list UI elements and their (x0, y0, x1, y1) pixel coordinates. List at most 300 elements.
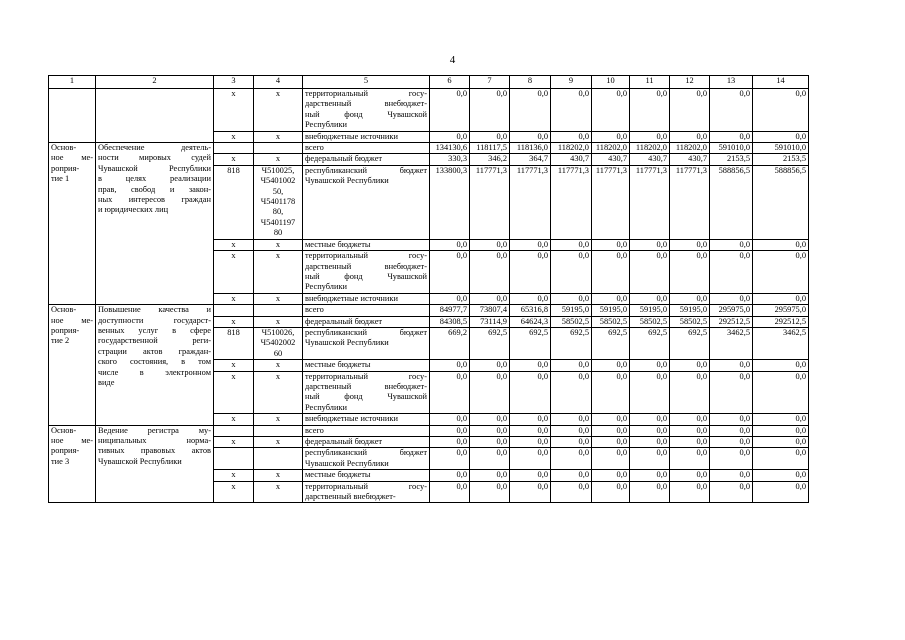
value-cell: 0,0 (630, 360, 670, 371)
text-line: ное ме- (51, 153, 93, 163)
funding-source-cell (303, 371, 430, 414)
text-line: Чувашской Республики (98, 163, 211, 173)
value-cell: 0,0 (753, 251, 809, 294)
column-number: 12 (670, 76, 710, 89)
funding-source-cell (303, 425, 430, 436)
column-number: 8 (510, 76, 551, 89)
text-line: дарственный внебюджет- (305, 381, 427, 391)
value-cell: 0,0 (510, 470, 551, 481)
value-cell: 0,0 (670, 131, 710, 142)
value-cell: 0,0 (592, 293, 630, 304)
text-line: Повышение качества и (98, 305, 211, 315)
budget-code-cell (254, 448, 303, 470)
budget-code-cell: х (254, 293, 303, 304)
value-cell: 117771,3 (670, 165, 710, 239)
value-cell: 0,0 (710, 481, 753, 503)
funding-source-cell (303, 154, 430, 165)
value-cell: 0,0 (510, 251, 551, 294)
admin-code-cell: х (214, 131, 254, 142)
value-cell: 2153,5 (710, 154, 753, 165)
value-cell: 0,0 (551, 89, 592, 132)
value-cell: 0,0 (510, 414, 551, 425)
budget-code-cell (254, 305, 303, 316)
value-cell: 133800,3 (430, 165, 470, 239)
text-line: Ч510025, (261, 165, 295, 175)
value-cell: 117771,3 (470, 165, 510, 239)
funding-source-cell (303, 470, 430, 481)
table-row (49, 305, 809, 316)
value-cell: 0,0 (753, 425, 809, 436)
text-line: Республики (305, 402, 348, 412)
value-cell: 58502,5 (592, 316, 630, 327)
value-cell: 0,0 (430, 371, 470, 414)
text-line: 50, (272, 186, 284, 196)
text-line: Ч5401197 (260, 217, 296, 227)
value-cell: 118202,0 (670, 143, 710, 154)
column-number: 5 (303, 76, 430, 89)
funding-source-cell (303, 360, 430, 371)
text-line: ского состояния, в том (98, 357, 211, 367)
value-cell: 0,0 (710, 437, 753, 448)
value-cell: 0,0 (470, 239, 510, 250)
funding-source-cell (303, 305, 430, 316)
text-line: государственной реги- (98, 336, 211, 346)
funding-source-cell (303, 165, 430, 239)
value-cell: 0,0 (670, 360, 710, 371)
value-cell: 0,0 (470, 425, 510, 436)
value-cell: 0,0 (630, 470, 670, 481)
value-cell: 0,0 (753, 481, 809, 503)
text-line: ниципальных норма- (98, 436, 211, 445)
value-cell: 692,5 (470, 327, 510, 359)
text-line: ный фонд Чувашской (305, 271, 427, 281)
value-cell: 0,0 (670, 414, 710, 425)
value-cell: 0,0 (551, 251, 592, 294)
value-cell: 0,0 (753, 360, 809, 371)
value-cell: 0,0 (753, 414, 809, 425)
text-line: ное ме- (51, 315, 93, 325)
value-cell: 0,0 (510, 371, 551, 414)
value-cell: 59195,0 (551, 305, 592, 316)
text-line: Чувашской Республики (305, 176, 389, 186)
value-cell: 0,0 (630, 251, 670, 294)
value-cell: 0,0 (630, 89, 670, 132)
text-line: территориальный госу- (305, 481, 427, 491)
value-cell: 118136,0 (510, 143, 551, 154)
text-line: страции актов граждан- (98, 346, 211, 356)
value-cell: 0,0 (430, 437, 470, 448)
value-cell: 0,0 (470, 481, 510, 503)
budget-code-cell: х (254, 481, 303, 503)
budget-code-cell (254, 327, 303, 359)
value-cell: 0,0 (710, 89, 753, 132)
value-cell: 2153,5 (753, 154, 809, 165)
measure-description-cell (96, 89, 214, 143)
value-cell: 430,7 (551, 154, 592, 165)
value-cell: 0,0 (430, 239, 470, 250)
budget-code-cell: х (254, 154, 303, 165)
value-cell: 0,0 (710, 470, 753, 481)
column-number: 9 (551, 76, 592, 89)
value-cell: 0,0 (470, 131, 510, 142)
value-cell: 0,0 (592, 371, 630, 414)
value-cell: 430,7 (592, 154, 630, 165)
value-cell: 692,5 (670, 327, 710, 359)
admin-code-cell: х (214, 89, 254, 132)
page-number: 4 (449, 54, 456, 66)
value-cell: 0,0 (430, 251, 470, 294)
admin-code-cell: х (214, 470, 254, 481)
text-line: территориальный госу- (305, 251, 427, 261)
budget-code-cell: х (254, 316, 303, 327)
budget-code-cell: х (254, 89, 303, 132)
text-line: Чувашской Республики (305, 458, 389, 468)
header-row (49, 76, 809, 89)
value-cell: 84977,7 (430, 305, 470, 316)
text-line: Республики (305, 120, 348, 130)
admin-code-cell: 818 (214, 327, 254, 359)
value-cell: 73114,9 (470, 316, 510, 327)
value-cell: 0,0 (592, 251, 630, 294)
column-number: 14 (753, 76, 809, 89)
text-line: территориальный госу- (305, 89, 427, 98)
value-cell: 0,0 (710, 293, 753, 304)
value-cell: 0,0 (592, 239, 630, 250)
value-cell: 0,0 (592, 425, 630, 436)
value-cell: 0,0 (670, 371, 710, 414)
measure-name-cell (49, 143, 96, 305)
value-cell: 59195,0 (670, 305, 710, 316)
text-line: местные бюджеты (305, 239, 371, 249)
value-cell: 0,0 (670, 239, 710, 250)
value-cell: 0,0 (670, 470, 710, 481)
text-line: Обеспечение деятель- (98, 143, 211, 153)
admin-code-cell: х (214, 293, 254, 304)
value-cell: 0,0 (592, 360, 630, 371)
budget-code-cell (254, 143, 303, 154)
value-cell: 0,0 (510, 360, 551, 371)
text-line: 80, (272, 207, 284, 217)
value-cell: 0,0 (470, 448, 510, 470)
value-cell: 0,0 (470, 293, 510, 304)
text-line: дарственный внебюджет- (305, 99, 427, 109)
text-line: республиканский бюджет (305, 327, 427, 337)
value-cell: 588856,5 (710, 165, 753, 239)
value-cell: 692,5 (592, 327, 630, 359)
value-cell: 0,0 (510, 481, 551, 503)
text-line: венных услуг в сфере (98, 325, 211, 335)
value-cell: 0,0 (551, 448, 592, 470)
measure-description-cell (96, 143, 214, 305)
funding-source-cell (303, 143, 430, 154)
value-cell: 669,2 (430, 327, 470, 359)
text-line: тие 3 (51, 456, 70, 466)
value-cell: 0,0 (670, 251, 710, 294)
value-cell: 0,0 (630, 371, 670, 414)
value-cell: 0,0 (551, 293, 592, 304)
admin-code-cell (214, 143, 254, 154)
text-line: тивных правовых актов (98, 446, 211, 456)
value-cell: 0,0 (630, 131, 670, 142)
funding-source-cell (303, 293, 430, 304)
admin-code-cell: х (214, 437, 254, 448)
budget-code-cell (254, 165, 303, 239)
value-cell: 0,0 (430, 293, 470, 304)
value-cell: 0,0 (592, 481, 630, 503)
table-row (49, 143, 809, 154)
value-cell: 0,0 (630, 437, 670, 448)
value-cell: 0,0 (551, 481, 592, 503)
value-cell: 0,0 (510, 131, 551, 142)
value-cell: 692,5 (510, 327, 551, 359)
value-cell: 0,0 (470, 470, 510, 481)
text-line: Чувашской Республики (305, 338, 389, 348)
value-cell: 59195,0 (630, 305, 670, 316)
value-cell: 64624,3 (510, 316, 551, 327)
value-cell: 0,0 (710, 131, 753, 142)
value-cell: 0,0 (430, 360, 470, 371)
column-number: 6 (430, 76, 470, 89)
table-row (49, 425, 809, 436)
column-number: 3 (214, 76, 254, 89)
value-cell: 0,0 (430, 448, 470, 470)
value-cell: 59195,0 (592, 305, 630, 316)
value-cell: 0,0 (470, 414, 510, 425)
value-cell: 0,0 (630, 481, 670, 503)
value-cell: 0,0 (510, 437, 551, 448)
value-cell: 0,0 (592, 89, 630, 132)
value-cell: 117771,3 (551, 165, 592, 239)
measure-name-cell (49, 89, 96, 143)
value-cell: 84308,5 (430, 316, 470, 327)
budget-code-cell: х (254, 131, 303, 142)
value-cell: 692,5 (630, 327, 670, 359)
value-cell: 0,0 (510, 89, 551, 132)
value-cell: 0,0 (592, 414, 630, 425)
text-line: дарственный внебюджет- (305, 492, 396, 502)
text-line: федеральный бюджет (305, 154, 383, 164)
value-cell: 295975,0 (710, 305, 753, 316)
column-number: 10 (592, 76, 630, 89)
text-line: тие 2 (51, 336, 70, 346)
value-cell: 0,0 (710, 448, 753, 470)
text-line: Ведение регистра му- (98, 425, 211, 435)
admin-code-cell: 818 (214, 165, 254, 239)
value-cell: 0,0 (753, 293, 809, 304)
admin-code-cell: х (214, 239, 254, 250)
text-line: республиканский бюджет (305, 448, 427, 458)
value-cell: 591010,0 (753, 143, 809, 154)
funding-source-cell (303, 131, 430, 142)
funding-source-cell (303, 239, 430, 250)
value-cell: 118202,0 (592, 143, 630, 154)
value-cell: 0,0 (670, 437, 710, 448)
value-cell: 0,0 (753, 437, 809, 448)
value-cell: 591010,0 (710, 143, 753, 154)
value-cell: 346,2 (470, 154, 510, 165)
text-line: Ч5401002 (260, 176, 296, 186)
admin-code-cell: х (214, 481, 254, 503)
value-cell: 117771,3 (592, 165, 630, 239)
admin-code-cell: х (214, 360, 254, 371)
admin-code-cell: х (214, 371, 254, 414)
value-cell: 134130,6 (430, 143, 470, 154)
value-cell: 0,0 (592, 470, 630, 481)
value-cell: 3462,5 (710, 327, 753, 359)
text-line: и юридических лиц (98, 205, 169, 215)
text-line: ности мировых судей (98, 153, 211, 163)
value-cell: 0,0 (510, 293, 551, 304)
text-line: республиканский бюджет (305, 165, 427, 175)
budget-code-cell: х (254, 437, 303, 448)
value-cell: 0,0 (470, 360, 510, 371)
admin-code-cell: х (214, 154, 254, 165)
value-cell: 0,0 (551, 437, 592, 448)
value-cell: 0,0 (430, 131, 470, 142)
text-line: внебюджетные источники (305, 293, 398, 303)
text-line: виде (98, 377, 115, 387)
measure-description-cell (96, 305, 214, 425)
value-cell: 58502,5 (630, 316, 670, 327)
text-line: роприя- (51, 325, 80, 335)
funding-source-cell (303, 251, 430, 294)
value-cell: 330,3 (430, 154, 470, 165)
value-cell: 0,0 (710, 414, 753, 425)
value-cell: 0,0 (710, 360, 753, 371)
text-line: Ч510026, (261, 327, 295, 337)
text-line: федеральный бюджет (305, 437, 383, 446)
text-line: прав, свобод и закон- (98, 184, 211, 194)
value-cell: 0,0 (670, 293, 710, 304)
text-line: ный фонд Чувашской (305, 109, 427, 119)
value-cell: 0,0 (430, 414, 470, 425)
value-cell: 0,0 (551, 414, 592, 425)
budget-code-cell: х (254, 239, 303, 250)
column-number: 2 (96, 76, 214, 89)
value-cell: 0,0 (753, 131, 809, 142)
measure-description-cell (96, 425, 214, 503)
text-line: роприя- (51, 163, 80, 173)
value-cell: 0,0 (670, 89, 710, 132)
value-cell: 0,0 (551, 470, 592, 481)
column-number: 7 (470, 76, 510, 89)
text-line: Республики (305, 282, 348, 292)
text-line: всего (305, 143, 324, 153)
text-line: всего (305, 425, 324, 435)
text-line: внебюджетные источники (305, 131, 398, 141)
admin-code-cell (214, 305, 254, 316)
value-cell: 430,7 (670, 154, 710, 165)
value-cell: 0,0 (551, 131, 592, 142)
text-line: ное ме- (51, 436, 93, 445)
budget-code-cell: х (254, 251, 303, 294)
value-cell: 692,5 (551, 327, 592, 359)
measure-name-cell (49, 305, 96, 425)
value-cell: 0,0 (430, 470, 470, 481)
value-cell: 0,0 (630, 448, 670, 470)
value-cell: 117771,3 (510, 165, 551, 239)
value-cell: 0,0 (470, 371, 510, 414)
text-line: Основ- (51, 305, 77, 315)
text-line: федеральный бюджет (305, 316, 383, 326)
value-cell: 0,0 (551, 371, 592, 414)
funding-source-cell (303, 89, 430, 132)
value-cell: 0,0 (470, 251, 510, 294)
budget-code-cell: х (254, 371, 303, 414)
value-cell: 58502,5 (551, 316, 592, 327)
measure-name-cell (49, 425, 96, 503)
value-cell: 0,0 (510, 425, 551, 436)
table-row (49, 89, 809, 132)
text-line: территориальный госу- (305, 371, 427, 381)
text-line: роприя- (51, 446, 80, 456)
value-cell: 0,0 (551, 360, 592, 371)
value-cell: 0,0 (670, 448, 710, 470)
text-line: в целях реализации (98, 174, 211, 184)
value-cell: 73807,4 (470, 305, 510, 316)
text-line: дарственный внебюджет- (305, 261, 427, 271)
value-cell: 0,0 (710, 371, 753, 414)
value-cell: 0,0 (430, 89, 470, 132)
admin-code-cell: х (214, 316, 254, 327)
admin-code-cell (214, 425, 254, 436)
value-cell: 0,0 (510, 448, 551, 470)
funding-source-cell (303, 437, 430, 448)
value-cell: 295975,0 (753, 305, 809, 316)
text-line: Ч5402002 (260, 338, 296, 348)
value-cell: 0,0 (470, 89, 510, 132)
column-number: 1 (49, 76, 96, 89)
value-cell: 0,0 (592, 437, 630, 448)
value-cell: 118202,0 (630, 143, 670, 154)
funding-table (48, 75, 809, 503)
value-cell: 292512,5 (753, 316, 809, 327)
value-cell: 118202,0 (551, 143, 592, 154)
value-cell: 430,7 (630, 154, 670, 165)
value-cell: 0,0 (753, 89, 809, 132)
text-line: 60 (273, 348, 283, 358)
column-number: 13 (710, 76, 753, 89)
value-cell: 0,0 (710, 239, 753, 250)
funding-source-cell (303, 448, 430, 470)
value-cell: 0,0 (630, 414, 670, 425)
admin-code-cell: х (214, 251, 254, 294)
funding-source-cell (303, 414, 430, 425)
value-cell: 3462,5 (753, 327, 809, 359)
text-line: внебюджетные источники (305, 414, 398, 424)
text-line: ных интересов граждан (98, 195, 211, 205)
text-line: числе в электронном (98, 367, 211, 377)
column-number: 11 (630, 76, 670, 89)
text-line: Ч5401178 (260, 197, 296, 207)
value-cell: 0,0 (551, 425, 592, 436)
admin-code-cell: х (214, 414, 254, 425)
value-cell: 0,0 (753, 371, 809, 414)
value-cell: 0,0 (710, 251, 753, 294)
value-cell: 0,0 (551, 239, 592, 250)
value-cell: 364,7 (510, 154, 551, 165)
value-cell: 0,0 (753, 470, 809, 481)
value-cell: 0,0 (510, 239, 551, 250)
text-line: Чувашской Республики (98, 456, 182, 466)
value-cell: 0,0 (670, 425, 710, 436)
column-number: 4 (254, 76, 303, 89)
value-cell: 0,0 (430, 481, 470, 503)
text-line: местные бюджеты (305, 470, 371, 480)
budget-code-cell: х (254, 470, 303, 481)
text-line: всего (305, 305, 324, 315)
value-cell: 0,0 (470, 437, 510, 448)
